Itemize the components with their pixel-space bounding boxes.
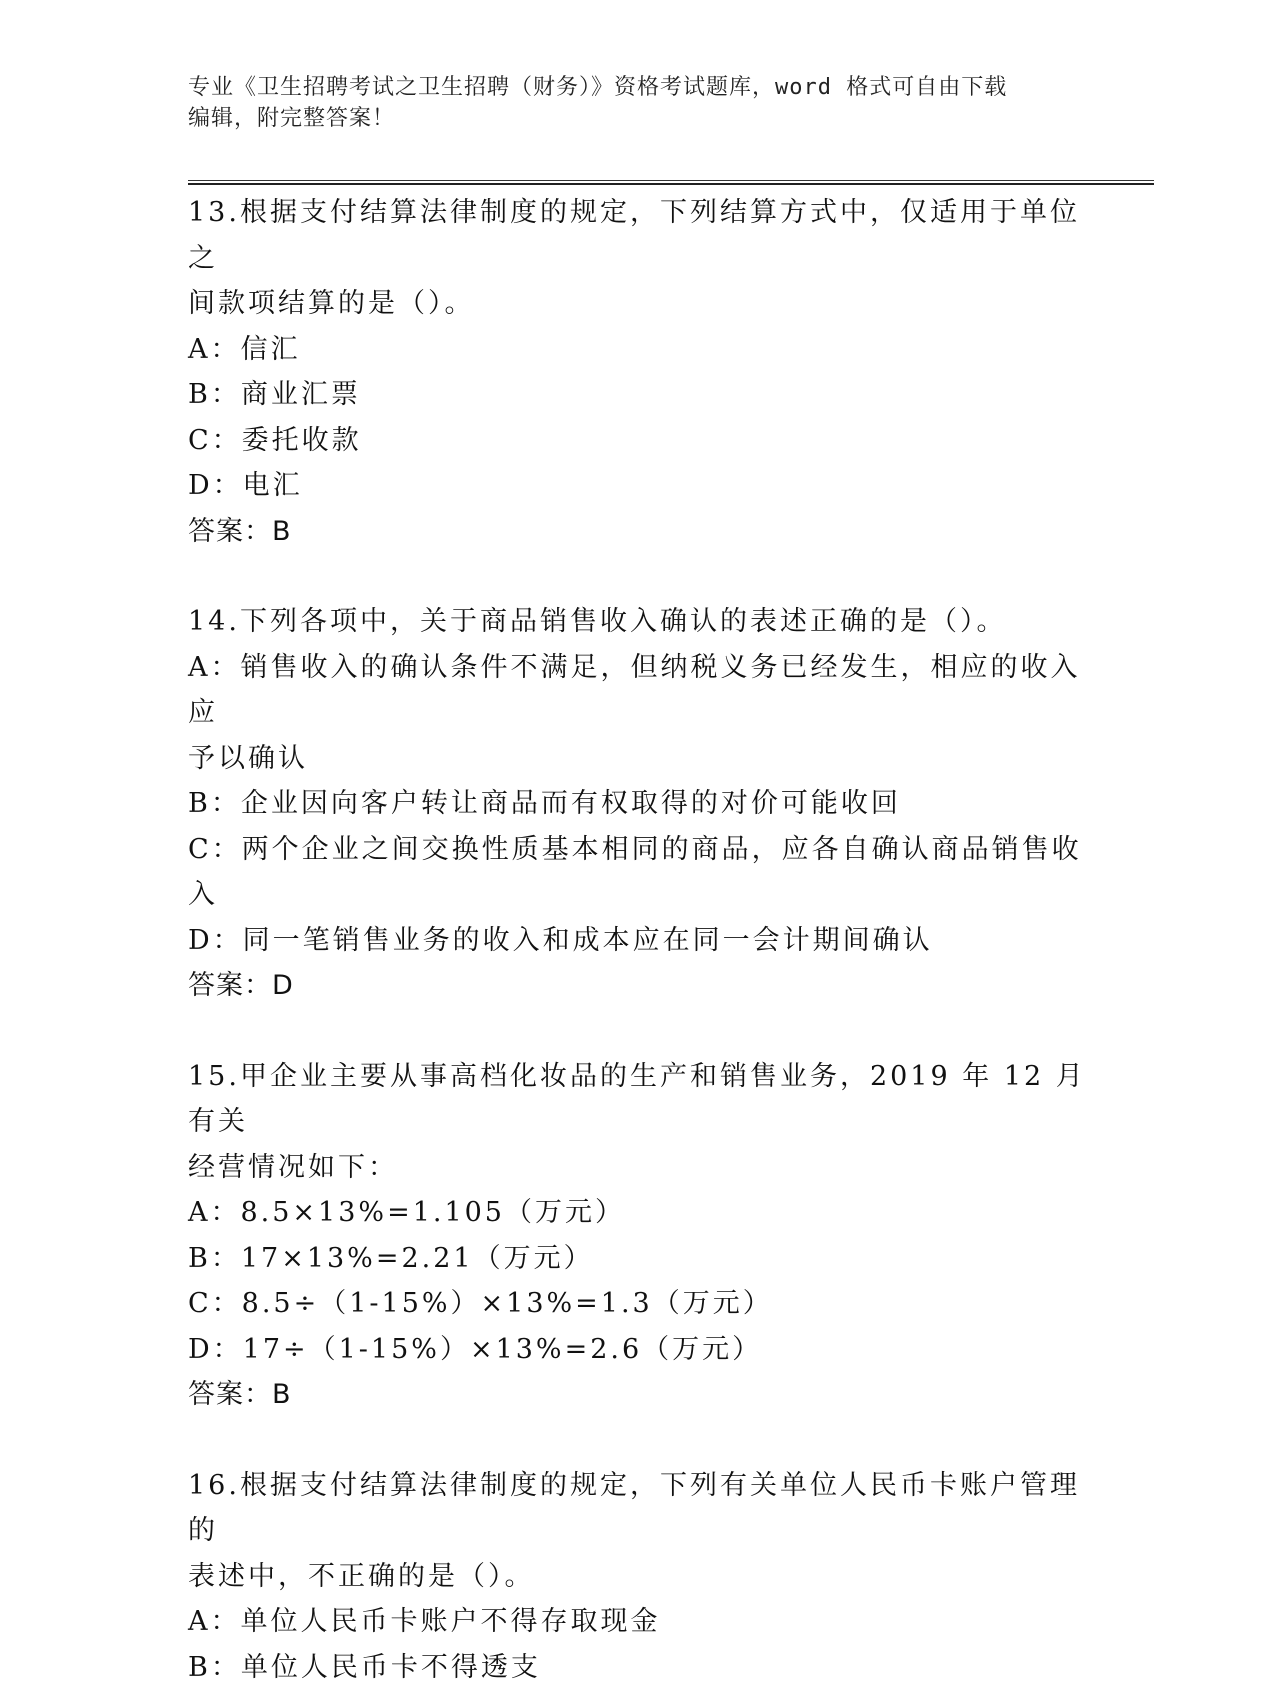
question-list	[188, 190, 1088, 1690]
header-divider-thin	[188, 180, 1154, 181]
question-13	[188, 190, 1088, 554]
option-c: C：两个企业之间交换性质基本相同的商品，应各自确认商品销售收入	[188, 827, 1088, 918]
option-a: A：8.5×13%=1.105（万元）	[188, 1190, 1088, 1236]
option-c: C：委托收款	[188, 418, 1088, 464]
question-15	[188, 1054, 1088, 1418]
question-stem-line: 经营情况如下：	[188, 1145, 1088, 1191]
question-stem	[188, 1463, 1088, 1600]
question-stem	[188, 1054, 1088, 1191]
question-stem	[188, 599, 1088, 645]
option-line: A：销售收入的确认条件不满足，但纳税义务已经发生，相应的收入应	[188, 645, 1088, 736]
question-stem-line: 14.下列各项中，关于商品销售收入确认的表述正确的是（）。	[188, 599, 1088, 645]
option-d: D：17÷（1-15%）×13%=2.6（万元）	[188, 1327, 1088, 1373]
question-spacer	[188, 554, 1088, 599]
option-b: B：商业汇票	[188, 372, 1088, 418]
option-a: A：单位人民币卡账户不得存取现金	[188, 1599, 1088, 1645]
option-c: C：8.5÷（1-15%）×13%=1.3（万元）	[188, 1281, 1088, 1327]
answer-line: 答案：B	[188, 509, 1088, 555]
option-d: D：同一笔销售业务的收入和成本应在同一会计期间确认	[188, 918, 1088, 964]
question-spacer	[188, 1418, 1088, 1463]
question-stem-line: 15.甲企业主要从事高档化妆品的生产和销售业务，2019 年 12 月有关	[188, 1054, 1088, 1145]
option-d: D：电汇	[188, 463, 1088, 509]
page-header	[188, 72, 1068, 134]
question-stem-line: 16.根据支付结算法律制度的规定，下列有关单位人民币卡账户管理的	[188, 1463, 1088, 1554]
header-line-2: 编辑，附完整答案！	[188, 103, 1068, 134]
header-divider-thick	[188, 183, 1154, 185]
option-b: B：17×13%=2.21（万元）	[188, 1236, 1088, 1282]
option-b: B：单位人民币卡不得透支	[188, 1645, 1088, 1690]
option-line: 予以确认	[188, 736, 1088, 782]
option-a: A：信汇	[188, 327, 1088, 373]
question-stem	[188, 190, 1088, 327]
question-16	[188, 1463, 1088, 1690]
question-14	[188, 599, 1088, 1009]
option-a	[188, 645, 1088, 782]
answer-line: 答案：B	[188, 1372, 1088, 1418]
header-line-1: 专业《卫生招聘考试之卫生招聘（财务）》资格考试题库，word 格式可自由下载	[188, 72, 1068, 103]
answer-line: 答案：D	[188, 963, 1088, 1009]
question-stem-line: 间款项结算的是（）。	[188, 281, 1088, 327]
question-stem-line: 13.根据支付结算法律制度的规定，下列结算方式中，仅适用于单位之	[188, 190, 1088, 281]
question-stem-line: 表述中，不正确的是（）。	[188, 1554, 1088, 1600]
option-b: B：企业因向客户转让商品而有权取得的对价可能收回	[188, 781, 1088, 827]
question-spacer	[188, 1009, 1088, 1054]
